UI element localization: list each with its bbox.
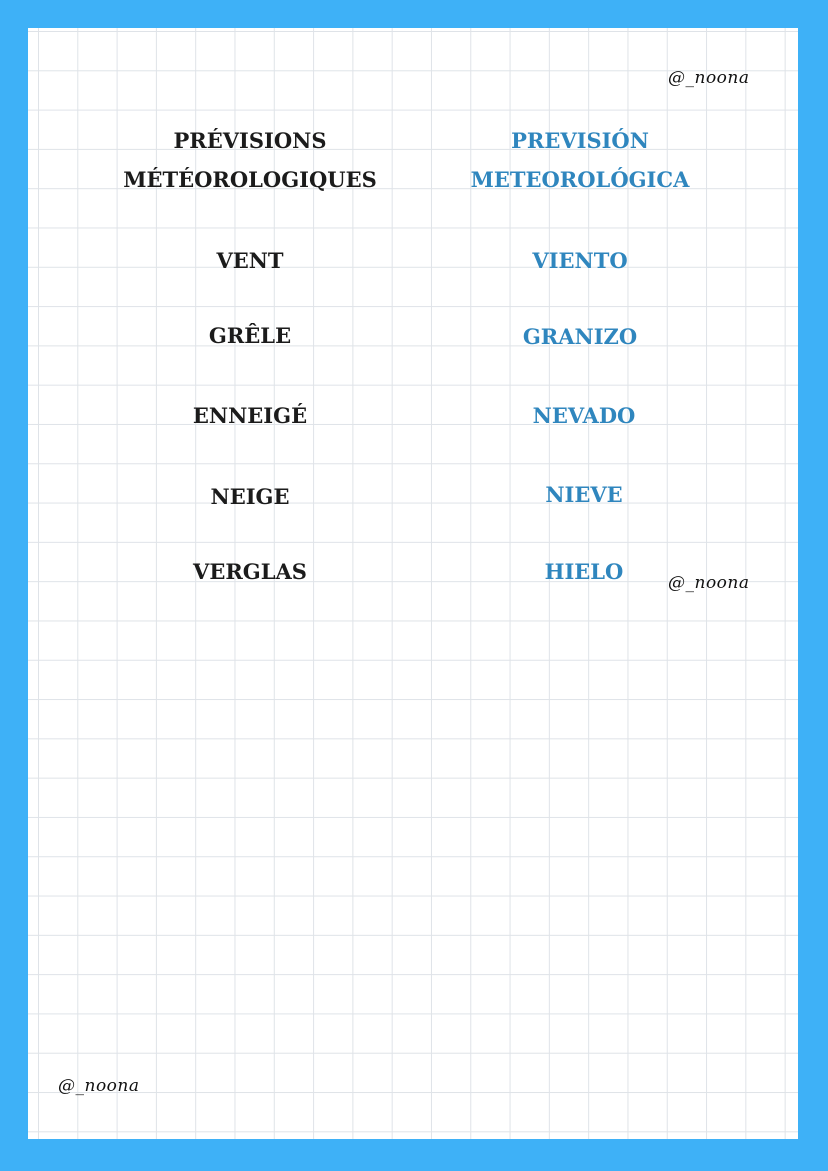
french-word-neige: NEIGE xyxy=(210,484,290,509)
spanish-title-line-1: PREVISIÓN xyxy=(511,128,649,153)
spanish-word-granizo: GRANIZO xyxy=(522,324,638,349)
french-title-line-2: MÉTÉOROLOGIQUES xyxy=(123,167,377,192)
spanish-word-hielo: HIELO xyxy=(544,559,624,584)
grid-paper-sheet xyxy=(28,28,798,1139)
french-title-line-1: PRÉVISIONS xyxy=(173,128,327,153)
french-word-enneige: ENNEIGÉ xyxy=(192,403,308,428)
spanish-title xyxy=(430,121,730,199)
french-word-verglas: VERGLAS xyxy=(193,559,307,584)
spanish-word-nieve: NIEVE xyxy=(545,482,623,507)
french-word-vent: VENT xyxy=(216,248,284,273)
french-word-grele: GRÊLE xyxy=(208,323,292,348)
spanish-word-nevado: NEVADO xyxy=(532,403,636,428)
watermark-mid-right: @_noona xyxy=(668,573,750,593)
watermark-bottom-left: @_noona xyxy=(58,1076,140,1096)
spanish-word-viento: VIENTO xyxy=(532,248,628,273)
spanish-title-line-2: METEOROLÓGICA xyxy=(470,167,690,192)
watermark-top-right: @_noona xyxy=(668,68,750,88)
french-title xyxy=(100,121,400,199)
